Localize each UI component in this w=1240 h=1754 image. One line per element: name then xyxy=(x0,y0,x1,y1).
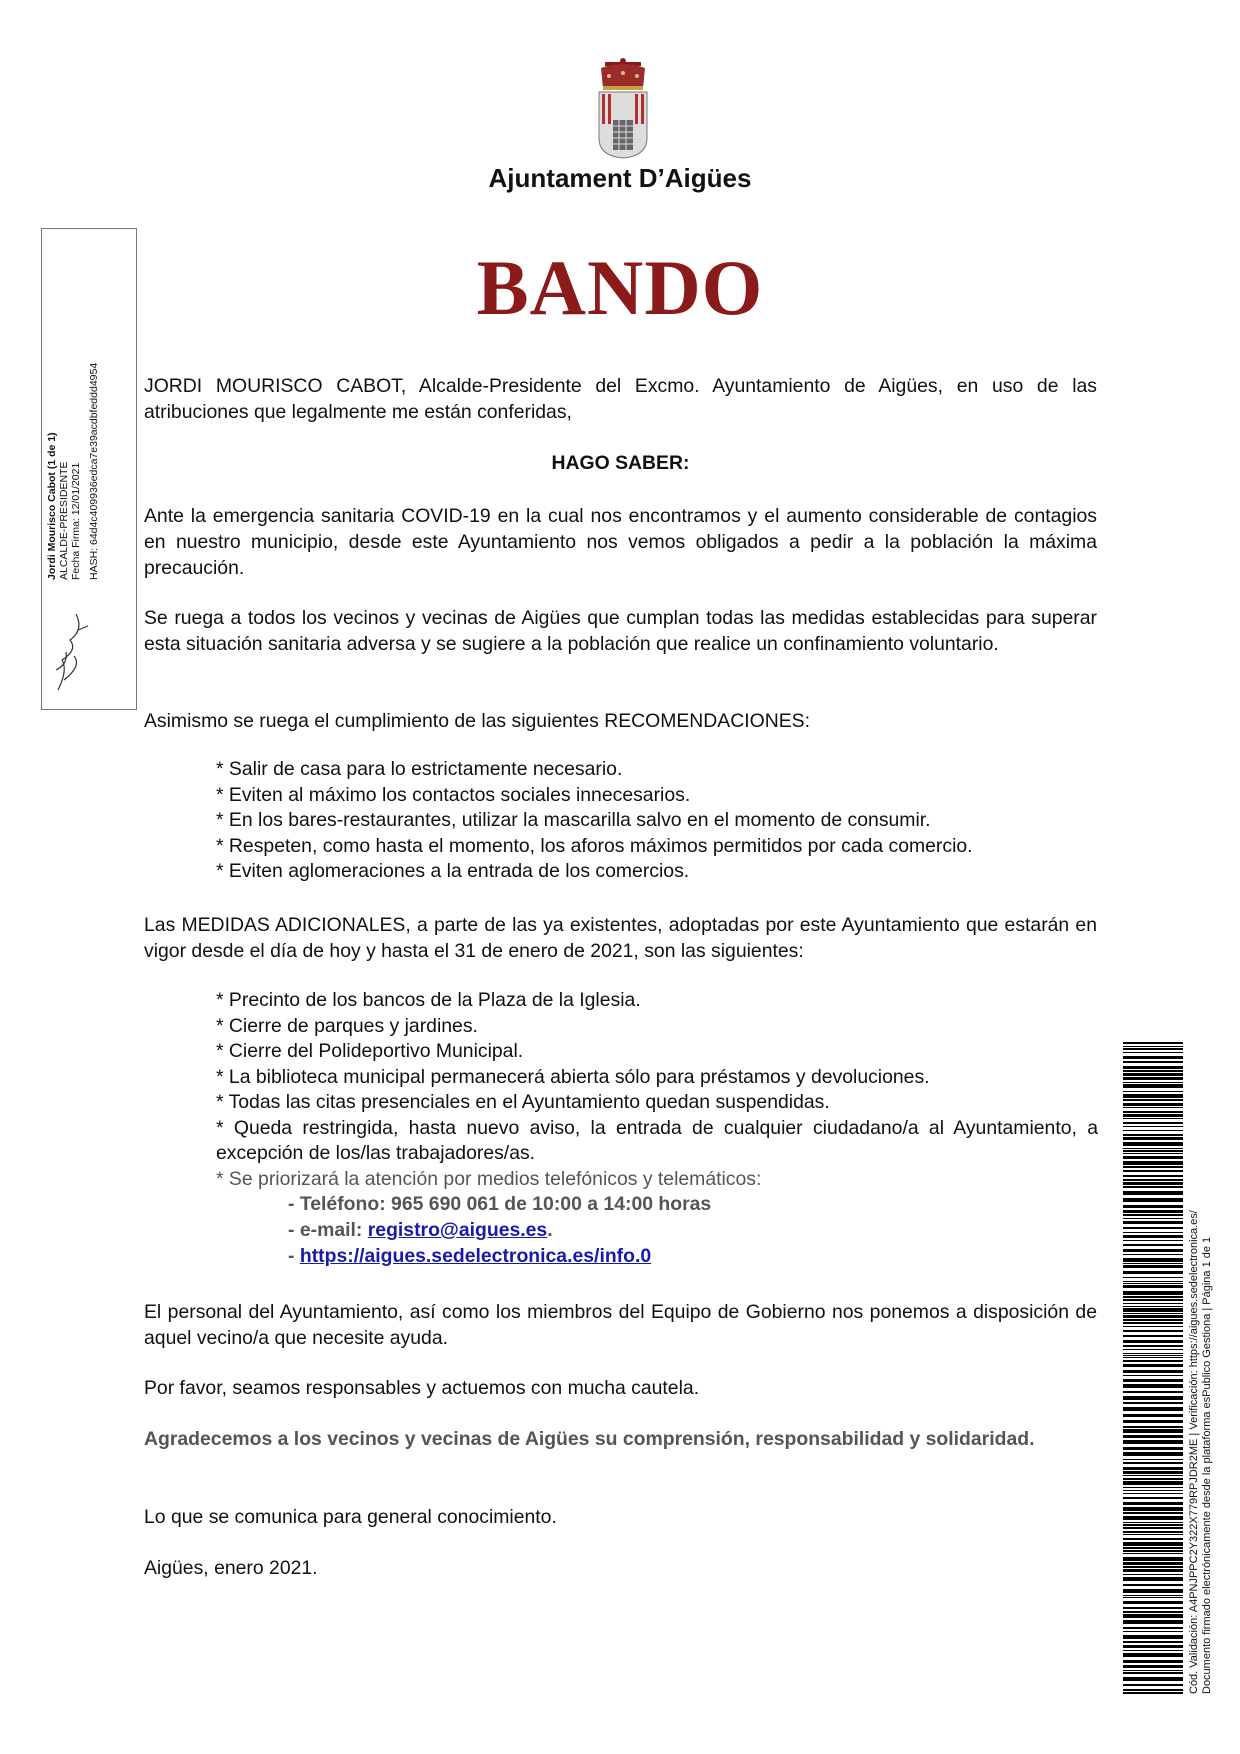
barcode-bar xyxy=(1123,1589,1183,1593)
barcode-bar xyxy=(1123,1550,1183,1552)
barcode-bar xyxy=(1123,1142,1183,1146)
barcode-bar xyxy=(1123,1335,1183,1337)
barcode-bar xyxy=(1123,1091,1183,1092)
barcode-bar xyxy=(1123,1452,1183,1456)
barcode-bar xyxy=(1123,1232,1183,1233)
barcode-bar xyxy=(1123,1396,1183,1400)
barcode-bar xyxy=(1123,1094,1183,1098)
barcode-bar xyxy=(1123,1684,1183,1686)
barcode-bar xyxy=(1123,1277,1183,1278)
list-item: * Todas las citas presenciales en el Ayuntamiento quedan suspendidas. xyxy=(216,1091,830,1113)
barcode-bar xyxy=(1123,1562,1183,1565)
barcode-bar xyxy=(1123,1522,1183,1523)
signer-role: ALCALDE-PRESIDENTE xyxy=(58,461,70,580)
barcode-bar xyxy=(1123,1166,1183,1168)
barcode-bar xyxy=(1123,1073,1183,1076)
barcode-bar xyxy=(1123,1357,1183,1358)
barcode-bar xyxy=(1123,1148,1183,1149)
barcode-bar xyxy=(1123,1306,1183,1307)
contact-phone: - Teléfono: 965 690 061 de 10:00 a 14:00 horas xyxy=(288,1193,712,1215)
contact-email-suffix: . xyxy=(547,1219,553,1241)
paragraph-thanks: Agradecemos a los vecinos y vecinas de Aigües su comprensión, responsabilidad y solidaridad. xyxy=(144,1428,1035,1450)
barcode-bar xyxy=(1123,1235,1183,1238)
barcode-bar xyxy=(1123,1340,1183,1343)
barcode-bar xyxy=(1123,1490,1183,1491)
barcode-bar xyxy=(1123,1265,1183,1268)
barcode-bar xyxy=(1123,1631,1183,1632)
barcode-bar xyxy=(1123,1692,1183,1694)
paragraph-staff: El personal del Ayuntamiento, así como los miembros del Equipo de Gobierno nos ponemos a disposición de aquel vecino/a que necesite ayuda. xyxy=(144,1301,1097,1349)
barcode-bar xyxy=(1123,1670,1183,1671)
list-item: * Queda restringida, hasta nuevo aviso, la entrada de cualquier ciudadano/a al Ayuntamiento, a excepción de los/las trabajadores/as. xyxy=(216,1116,1098,1164)
barcode-bar xyxy=(1123,1672,1183,1674)
barcode-bar xyxy=(1123,1198,1183,1202)
barcode-bar xyxy=(1123,1471,1183,1474)
barcode-bar xyxy=(1123,1296,1183,1298)
barcode-bar xyxy=(1123,1462,1183,1464)
barcode-bar xyxy=(1123,1070,1183,1072)
barcode-bar xyxy=(1123,1308,1183,1312)
barcode-bar xyxy=(1123,1584,1183,1586)
validation-line-2: Documento firmado electrónicamente desde la plataforma esPublico Gestiona | Página 1 de 1 xyxy=(1201,1236,1213,1694)
barcode-bar xyxy=(1123,1481,1183,1485)
barcode-bar xyxy=(1123,1426,1183,1428)
barcode-bar xyxy=(1123,1650,1183,1651)
barcode-bar xyxy=(1123,1653,1183,1657)
barcode-bar xyxy=(1123,1322,1183,1324)
hago-saber-heading: HAGO SABER: xyxy=(551,452,690,474)
barcode-bar xyxy=(1123,1221,1183,1224)
measures-list xyxy=(216,988,1098,1192)
barcode-bar xyxy=(1123,1182,1183,1185)
barcode-bar xyxy=(1123,1107,1183,1108)
barcode-bar xyxy=(1123,1370,1183,1373)
barcode-bar xyxy=(1123,1360,1183,1362)
validation-text xyxy=(1188,1210,1214,1694)
barcode-bar xyxy=(1123,1516,1183,1520)
barcode-bar xyxy=(1123,1487,1183,1488)
barcode-bar xyxy=(1123,1175,1183,1177)
barcode-bar xyxy=(1123,1077,1183,1080)
contact-email-prefix: - e-mail: xyxy=(288,1219,368,1241)
barcode-bar xyxy=(1123,1527,1183,1529)
barcode-bar xyxy=(1123,1082,1183,1083)
barcode-bar xyxy=(1123,1042,1183,1044)
barcode-bar xyxy=(1123,1677,1183,1681)
barcode-bar xyxy=(1123,1447,1183,1450)
contact-email-line xyxy=(288,1218,553,1244)
barcode-bar xyxy=(1123,1467,1183,1470)
barcode-bar xyxy=(1123,1534,1183,1535)
paragraph-communication: Lo que se comunica para general conocimiento. xyxy=(144,1506,557,1528)
list-item: * Cierre del Polideportivo Municipal. xyxy=(216,1040,524,1062)
barcode-bar xyxy=(1123,1254,1183,1255)
barcode-bar xyxy=(1123,1179,1183,1181)
barcode-bar xyxy=(1123,1345,1183,1347)
contact-web-prefix: - xyxy=(288,1245,300,1267)
barcode-bar xyxy=(1123,1645,1183,1648)
barcode-bar xyxy=(1123,1326,1183,1327)
barcode-bar xyxy=(1123,1061,1183,1063)
barcode-bar xyxy=(1123,1249,1183,1252)
paragraph-recommendations-intro: Asimismo se ruega el cumplimiento de las siguientes RECOMENDACIONES: xyxy=(144,710,810,732)
barcode-bar xyxy=(1123,1493,1183,1494)
barcode-bar xyxy=(1123,1459,1183,1460)
barcode-bar xyxy=(1123,1099,1183,1101)
contact-web-line xyxy=(288,1244,651,1270)
barcode-bar xyxy=(1123,1299,1183,1301)
barcode-bar xyxy=(1123,1134,1183,1136)
barcode-bar xyxy=(1123,1611,1183,1613)
barcode-bar xyxy=(1123,1137,1183,1140)
barcode-bar xyxy=(1123,1524,1183,1526)
barcode-bar xyxy=(1123,1111,1183,1113)
barcode-bar xyxy=(1123,1614,1183,1618)
list-item: * Eviten aglomeraciones a la entrada de los comercios. xyxy=(216,860,690,882)
barcode-bar xyxy=(1123,1402,1183,1404)
coat-of-arms-icon xyxy=(595,58,651,160)
barcode-bar xyxy=(1123,1126,1183,1127)
barcode-bar xyxy=(1123,1048,1183,1050)
barcode-bar xyxy=(1123,1429,1183,1433)
barcode-bar xyxy=(1123,1315,1183,1318)
signer-name: Jordi Mourisco Cabot (1 de 1) xyxy=(46,432,58,580)
handwritten-signature xyxy=(48,600,94,700)
barcode-bar xyxy=(1123,1595,1183,1596)
paragraph-additional-measures: Las MEDIDAS ADICIONALES, a parte de las ya existentes, adoptadas por este Ayuntamiento que estarán en vigor desde el día de hoy y hasta el 31 de enero de 2021, son las siguientes: xyxy=(144,914,1097,962)
barcode-bar xyxy=(1123,1130,1183,1131)
barcode-bar xyxy=(1123,1191,1183,1195)
barcode-bar xyxy=(1123,1156,1183,1159)
barcode-bar xyxy=(1123,1303,1183,1304)
barcode-bar xyxy=(1123,1538,1183,1540)
closing-date: Aigües, enero 2021. xyxy=(144,1557,318,1579)
website-link[interactable]: https://aigues.sedelectronica.es/info.0 xyxy=(299,1245,652,1267)
barcode-bar xyxy=(1123,1066,1183,1069)
barcode-bar xyxy=(1123,1355,1183,1356)
paragraph-covid: Ante la emergencia sanitaria COVID-19 en la cual nos encontramos y el aumento considerable de contagios en nuestro municipio, desde este Ayuntamiento nos vemos obligados a pedir a la población la máxima precaución. xyxy=(144,505,1097,579)
barcode-bar xyxy=(1123,1507,1183,1511)
barcode-bar xyxy=(1123,1103,1183,1106)
list-item: * Cierre de parques y jardines. xyxy=(216,1014,478,1037)
barcode-bar xyxy=(1123,1285,1183,1288)
barcode-bar xyxy=(1123,1205,1183,1208)
list-item-priority: * Se priorizará la atención por medios telefónicos y telemáticos: xyxy=(216,1167,762,1190)
barcode-bar xyxy=(1123,1475,1183,1476)
list-item: * Precinto de los bancos de la Plaza de la Iglesia. xyxy=(216,989,641,1011)
signature-details xyxy=(46,320,82,580)
barcode-bar xyxy=(1123,1244,1183,1246)
validation-line-1: Cód. Validación: A4PNJPPC2Y322X779RPJDR2ME | Verificación: https://aigues.sedelectronica.es/ xyxy=(1188,1210,1200,1694)
intro-paragraph: JORDI MOURISCO CABOT, Alcalde-Presidente del Excmo. Ayuntamiento de Aigües, en uso de las atribuciones que legalmente me están conferidas, xyxy=(144,375,1097,423)
barcode-bar xyxy=(1123,1620,1183,1624)
barcode-bar xyxy=(1123,1056,1183,1059)
email-link[interactable]: registro@aigues.es xyxy=(367,1219,548,1241)
barcode-bar xyxy=(1123,1210,1183,1213)
barcode-bar xyxy=(1123,1227,1183,1229)
barcode-bar xyxy=(1123,1627,1183,1629)
barcode-bar xyxy=(1123,1271,1183,1274)
barcode-bar xyxy=(1123,1435,1183,1438)
signature-date: Fecha Firma: 12/01/2021 xyxy=(70,462,82,580)
barcode-bar xyxy=(1123,1542,1183,1546)
list-item: * Respeten, como hasta el momento, los aforos máximos permitidos por cada comercio. xyxy=(216,834,973,857)
barcode-bar xyxy=(1123,1114,1183,1117)
barcode-bar xyxy=(1123,1150,1183,1152)
barcode-bar xyxy=(1123,1349,1183,1350)
paragraph-request: Se ruega a todos los vecinos y vecinas de Aigües que cumplan todas las medidas establecidas para superar esta situación sanitaria adversa y se sugiere a la población que realice un confinamiento voluntario. xyxy=(144,607,1097,655)
barcode-bar xyxy=(1123,1170,1183,1172)
barcode xyxy=(1123,1042,1183,1694)
organization-name: Ajuntament D’Aigües xyxy=(488,163,752,193)
barcode-bar xyxy=(1123,1122,1183,1124)
list-item: * Salir de casa para lo estrictamente necesario. xyxy=(216,758,623,780)
barcode-bar xyxy=(1123,1240,1183,1241)
document-title: BANDO xyxy=(476,244,764,331)
barcode-bar xyxy=(1123,1497,1183,1499)
list-item: * Eviten al máximo los contactos sociales innecesarios. xyxy=(216,783,691,806)
barcode-bar xyxy=(1123,1214,1183,1216)
barcode-bar xyxy=(1123,1414,1183,1417)
barcode-bar xyxy=(1123,1665,1183,1668)
barcode-bar xyxy=(1123,1153,1183,1154)
barcode-bar xyxy=(1123,1161,1183,1165)
barcode-bar xyxy=(1123,1512,1183,1514)
barcode-bar xyxy=(1123,1263,1183,1264)
barcode-bar xyxy=(1123,1218,1183,1219)
barcode-bar xyxy=(1123,1601,1183,1604)
barcode-bar xyxy=(1123,1258,1183,1262)
barcode-bar xyxy=(1123,1046,1183,1047)
barcode-bar xyxy=(1123,1547,1183,1549)
barcode-bar xyxy=(1123,1379,1183,1382)
barcode-bar xyxy=(1123,1660,1183,1663)
barcode-bar xyxy=(1123,1440,1183,1444)
barcode-bar xyxy=(1123,1281,1183,1282)
list-item: * En los bares-restaurantes, utilizar la mascarilla salvo en el momento de consumir. xyxy=(216,809,931,831)
barcode-bar xyxy=(1123,1502,1183,1505)
barcode-bar xyxy=(1123,1384,1183,1388)
barcode-bar xyxy=(1123,1084,1183,1088)
paragraph-caution: Por favor, seamos responsables y actuemos con mucha cautela. xyxy=(144,1377,700,1399)
barcode-bar xyxy=(1123,1597,1183,1598)
barcode-bar xyxy=(1123,1118,1183,1119)
recommendations-list xyxy=(216,757,1098,885)
barcode-bar xyxy=(1123,1391,1183,1393)
barcode-bar xyxy=(1123,1557,1183,1561)
list-item: * La biblioteca municipal permanecerá abierta sólo para préstamos y devoluciones. xyxy=(216,1065,930,1088)
barcode-bar xyxy=(1123,1566,1183,1568)
barcode-bar xyxy=(1123,1607,1183,1609)
barcode-bar xyxy=(1123,1330,1183,1332)
barcode-bar xyxy=(1123,1689,1183,1691)
barcode-bar xyxy=(1123,1478,1183,1480)
barcode-bar xyxy=(1123,1291,1183,1295)
barcode-bar xyxy=(1123,1313,1183,1314)
barcode-bar xyxy=(1123,1375,1183,1376)
barcode-bar xyxy=(1123,1353,1183,1354)
barcode-bar xyxy=(1123,1319,1183,1321)
barcode-bar xyxy=(1123,1577,1183,1581)
barcode-bar xyxy=(1123,1186,1183,1188)
barcode-bar xyxy=(1123,1569,1183,1572)
barcode-bar xyxy=(1123,1407,1183,1411)
signature-hash: HASH: 64d4c409936edca7e39acdbfeddd4954 xyxy=(88,362,100,580)
barcode-bar xyxy=(1123,1531,1183,1533)
barcode-bar xyxy=(1123,1364,1183,1367)
barcode-bar xyxy=(1123,1283,1183,1284)
barcode-bar xyxy=(1123,1635,1183,1639)
barcode-bar xyxy=(1123,1420,1183,1423)
barcode-bar xyxy=(1123,1052,1183,1053)
barcode-bar xyxy=(1123,1574,1183,1575)
barcode-bar xyxy=(1123,1641,1183,1643)
barcode-bar xyxy=(1123,1553,1183,1554)
